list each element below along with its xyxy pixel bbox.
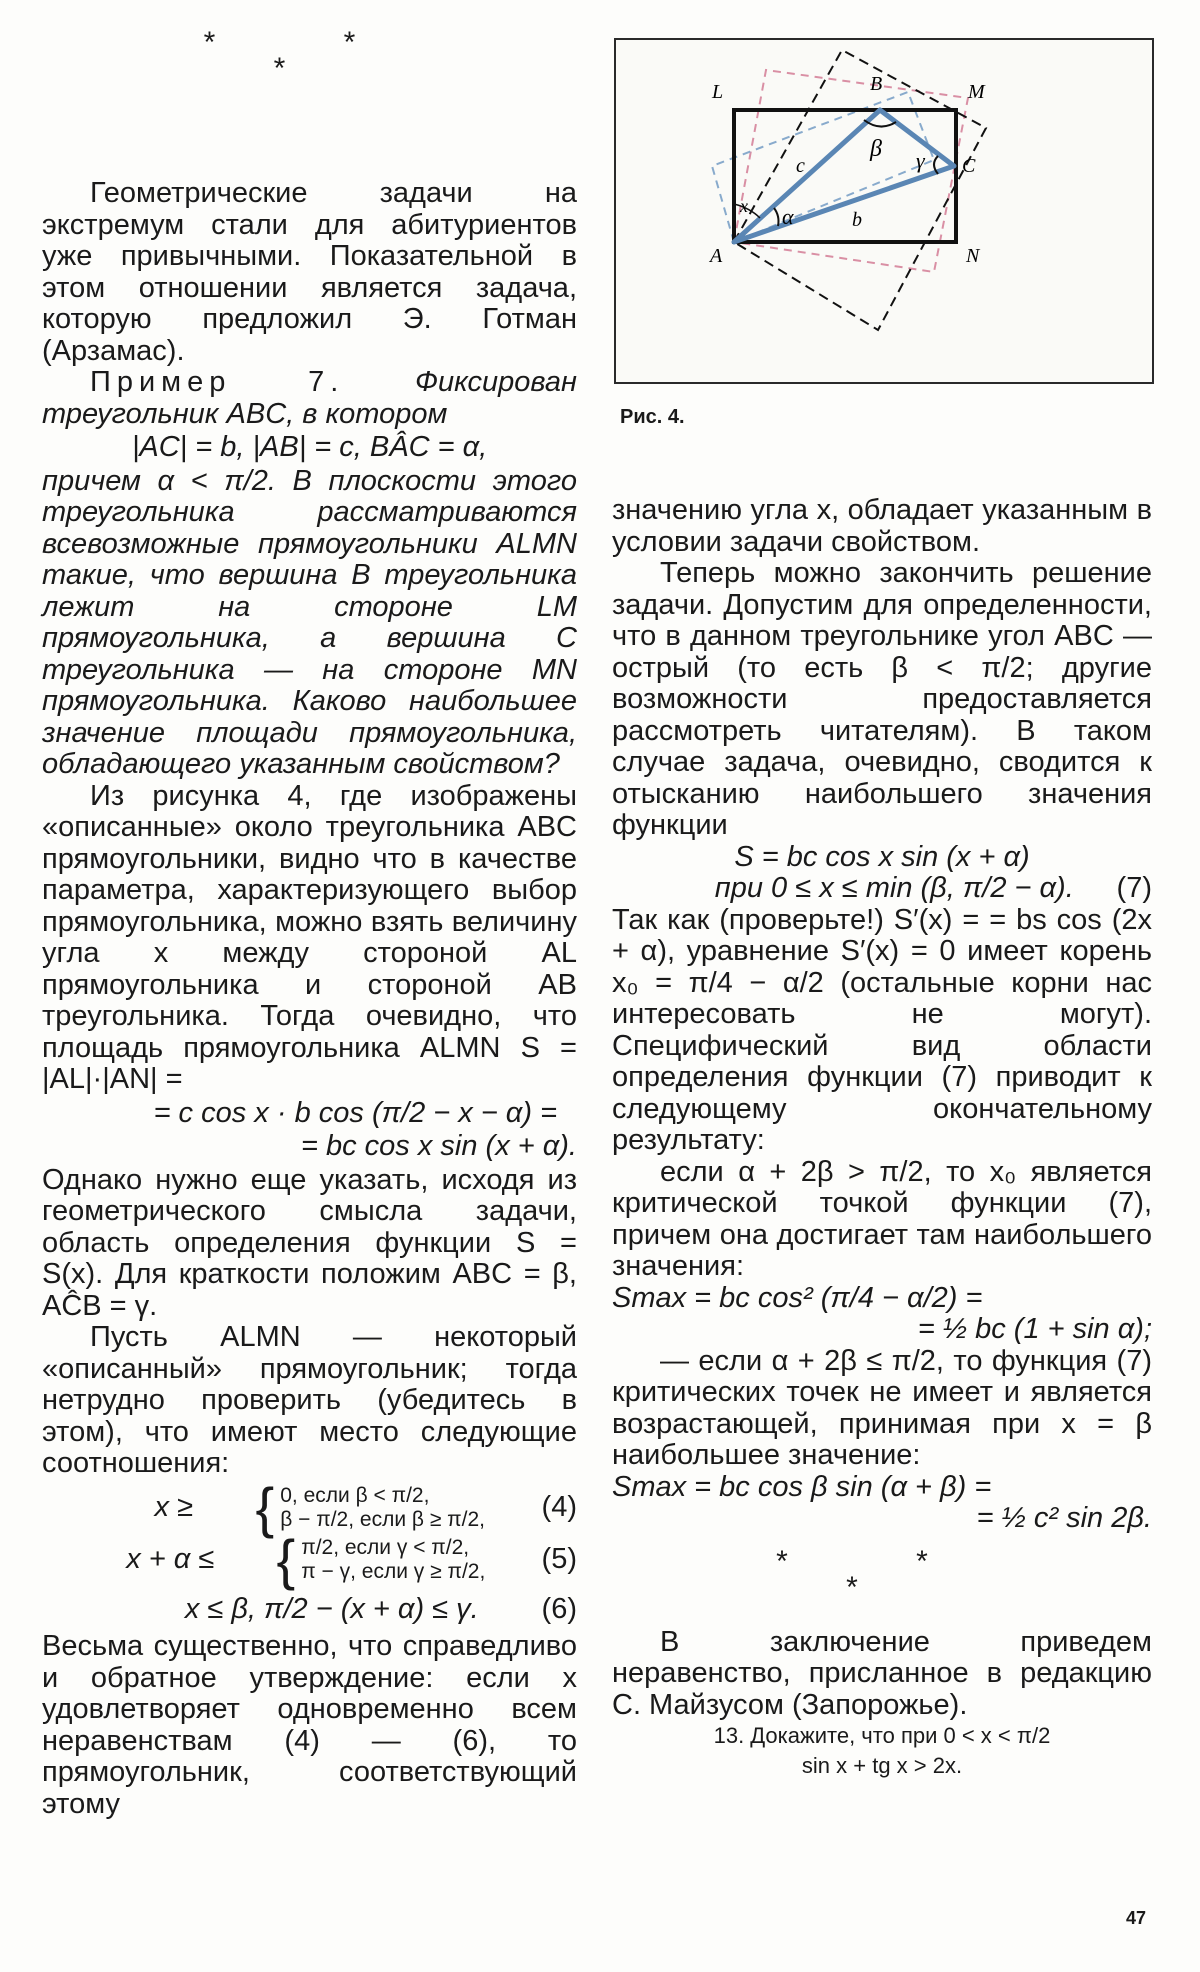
smax-equation-1a: Smax = bc cos² (π/4 − α/2) = (612, 1281, 983, 1314)
inequality-5-case-1: π/2, если γ < π/2, (301, 1535, 470, 1559)
inequality-4 (42, 1475, 577, 1539)
figure-4-drawing (616, 40, 1152, 382)
conclusion-paragraph: В заключение приведем неравенство, присланное в редакцию С. Майзусом (Запорожье). (612, 1625, 1152, 1721)
inequality-4-case-2: β − π/2, если β ≥ π/2, (280, 1507, 486, 1531)
label-N: N (966, 245, 980, 267)
finish-paragraph: Теперь можно закончить решение задачи. Допустим для определенности, что в данном треугольнике угол ABC — острый (то есть β < π/2; другие возможности предоставляется рассмотреть читателям). В таком случае задача, очевидно, сводится к отысканию наибольшего значения функции (612, 557, 1152, 841)
left-column (42, 26, 578, 1820)
label-b: b (852, 209, 862, 231)
dashed-rectangle-blue (712, 92, 934, 242)
label-L: L (712, 81, 724, 103)
equation-number-7: (7) (1116, 872, 1152, 904)
equation-number-4: (4) (541, 1490, 577, 1523)
inequality-5-case-2: π − γ, если γ ≥ π/2, (301, 1559, 486, 1583)
inequality-5-cases (271, 1527, 486, 1591)
smax-equation-2b: = ½ c² sin 2β. (976, 1502, 1152, 1534)
equation-number-5: (5) (541, 1542, 577, 1575)
section-stars-top-right: * * (776, 1544, 988, 1578)
smax-equation-2a: Smax = bc cos β sin (α + β) = (612, 1470, 992, 1503)
inequality-4-case-1: 0, если β < π/2, (280, 1483, 430, 1507)
case-2-paragraph: — если α + 2β ≤ π/2, то функция (7) критических точек не имеет и является возрастающей, принимая при x = β наибольшее значение: (612, 1344, 1152, 1471)
domain-paragraph: Однако нужно еще указать, исходя из геометрического смысла задачи, область определения функции S = S(x). Для краткости положим ABC = β, AĈB = γ. (42, 1163, 577, 1322)
figure-4 (614, 38, 1154, 384)
solution-paragraph: Из рисунка 4, где изображены «описанные» около треугольника ABC прямоугольники, видно что в качестве параметра, характеризующего выбор прямоугольника, можно взять величину угла x между стороной AL прямоугольника и стороной AB треугольника. Тогда очевидно, что площадь прямоугольника ALMN S = |AL|·|AN| = (42, 779, 577, 1095)
equation-7-line-1: S = bc cos x sin (x + α) (734, 840, 1030, 873)
converse-paragraph: Весьма существенно, что справедливо и обратное утверждение: если x удовлетворяет одновременно всем неравенствам (4) — (6), то прямоугольник, соответствующий этому (42, 1630, 577, 1820)
problem-13-line-2: sin x + tg x > 2x. (801, 1753, 963, 1778)
example-heading (42, 367, 577, 430)
area-equation-2: = bc cos x sin (x + α). (300, 1130, 577, 1162)
brace-icon: { (276, 1527, 296, 1591)
continuation-paragraph: значению угла x, обладает указанным в условии задачи свойством. (612, 494, 1152, 558)
inequality-6-body: x ≤ β, π/2 − (x + α) ≤ γ. (184, 1592, 479, 1625)
page-number: 47 (1126, 1908, 1147, 1928)
inequality-4-cases (250, 1475, 486, 1539)
equation-7-line-2 (612, 873, 1152, 905)
inequality-6 (42, 1594, 577, 1626)
figure-caption: Рис. 4. (620, 406, 685, 428)
angle-alpha-arc (774, 208, 779, 226)
section-stars-bottom-right: * (846, 1570, 918, 1604)
equation-7-domain: при 0 ≤ x ≤ min (β, π/2 − α). (714, 872, 1074, 904)
intro-paragraph: Геометрические задачи на экстремум стали для абитуриентов уже привычными. Показательной в этом отношении является задача, которую предложил Э. Готман (Арзамас). (42, 177, 577, 367)
label-x: x (740, 196, 748, 216)
inequality-4-lhs: x ≥ (154, 1490, 193, 1523)
problem-statement: причем α < π/2. В плоскости этого треугольника рассматриваются всевозможные прямоугольники ALMN такие, что вершина B треугольника лежит на стороне LM прямоугольника, а вершина C треугольника — на стороне MN прямоугольника. Каково наибольшее значение площади прямоугольника, обладающего указанным свойством? (42, 464, 577, 780)
label-C: C (962, 155, 976, 177)
right-column (612, 495, 1152, 1781)
inequality-5-lhs: x + α ≤ (126, 1542, 215, 1575)
problem-13-line-1: 13. Докажите, что при 0 < x < π/2 (713, 1723, 1051, 1748)
area-equation-1: = c cos x · b cos (π/2 − x − α) = (153, 1096, 557, 1129)
brace-icon: { (255, 1475, 275, 1539)
given-equation: |AC| = b, |AB| = c, BÂC = α, (131, 431, 488, 463)
section-stars-bottom: * (273, 52, 346, 85)
equation-number-6: (6) (541, 1592, 577, 1625)
label-A: A (710, 245, 723, 267)
triangle-ABC (734, 110, 954, 242)
label-beta: β (870, 136, 882, 162)
label-gamma: γ (916, 148, 925, 173)
relations-paragraph: Пусть ALMN — некоторый «описанный» прямоугольник; тогда нетрудно проверить (убедитесь в этом), что имеют место следующие соотношения: (42, 1321, 577, 1479)
label-alpha: α (782, 204, 794, 229)
label-B: B (870, 73, 883, 95)
label-M: M (968, 81, 985, 103)
example-text: Фиксирован треугольник ABC, в котором (42, 366, 578, 430)
inequality-5 (42, 1527, 577, 1591)
case-1-paragraph: если α + 2β > π/2, то x₀ является критической точкой функции (7), причем она достигает там наибольшего значения: (612, 1155, 1152, 1282)
section-stars-top: * * (203, 26, 416, 59)
example-label: Пример 7. (90, 366, 345, 398)
smax-equation-1b: = ½ bc (1 + sin α); (917, 1313, 1152, 1345)
derivative-paragraph: Так как (проверьте!) S′(x) = = bs cos (2x + α), уравнение S′(x) = 0 имеет корень x₀ = π/4 − α/2 (остальные корни нас интересовать не могут). Специфический вид области определения функции (7) приводит к следующему окончательному результату: (612, 903, 1152, 1156)
label-c: c (796, 155, 805, 177)
